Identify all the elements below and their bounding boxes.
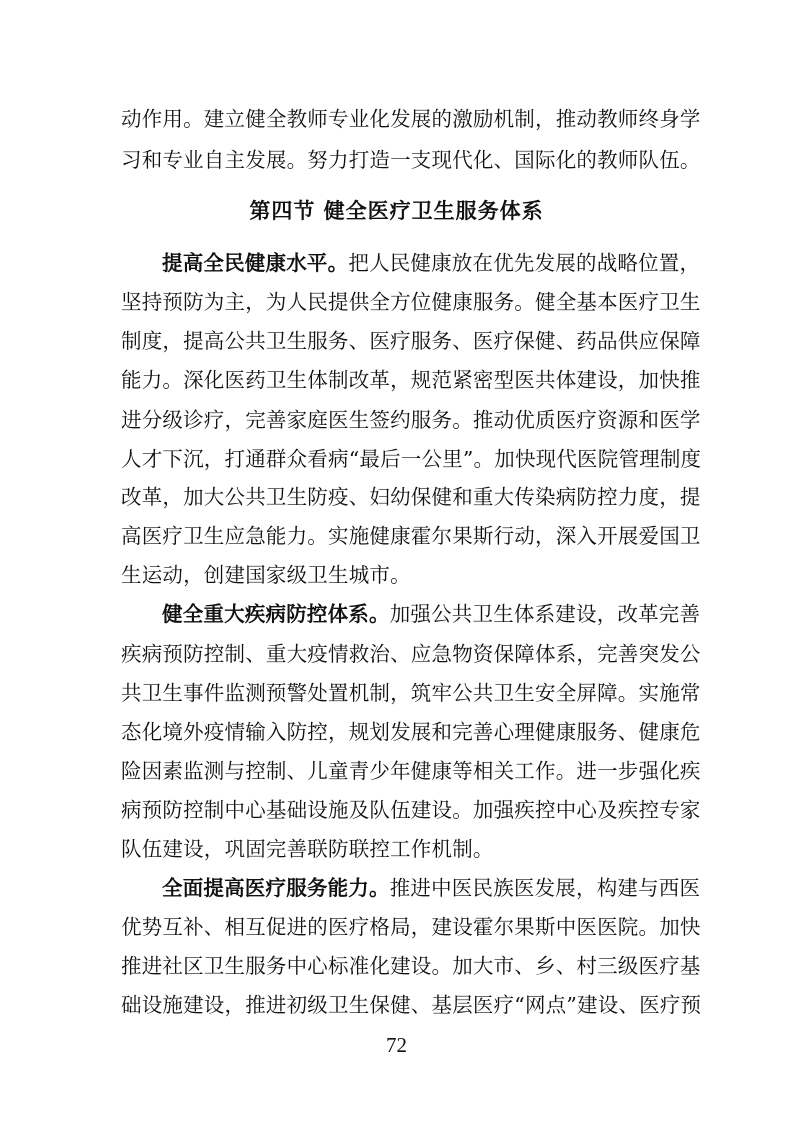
body-text-line: 坚持预防为主，为人民提供全方位健康服务。健全基本医疗卫生 bbox=[121, 290, 701, 314]
body-text-line: 能力。深化医药卫生体制改革，规范紧密型医共体建设，加快推 bbox=[121, 368, 701, 392]
paragraph-text: 加强公共卫生体系建设，改革完善 bbox=[389, 602, 701, 626]
body-text-line: 态化境外疫情输入防控，规划发展和完善心理健康服务、健康危 bbox=[121, 720, 701, 744]
paragraph-lead: 全面提高医疗服务能力。 bbox=[162, 876, 390, 900]
paragraph-text: 推进中医民族医发展，构建与西医 bbox=[389, 876, 701, 900]
section-heading: 第四节 健全医疗卫生服务体系 bbox=[249, 199, 544, 223]
body-text-line: 制度，提高公共卫生服务、医疗服务、医疗保健、药品供应保障 bbox=[121, 329, 701, 353]
page-number: 72 bbox=[386, 1033, 407, 1057]
body-text-line: 进分级诊疗，完善家庭医生签约服务。推动优质医疗资源和医学 bbox=[121, 408, 701, 432]
body-text-line: 优势互补、相互促进的医疗格局，建设霍尔果斯中医医院。加快 bbox=[121, 915, 701, 939]
body-text-line: 推进社区卫生服务中心标准化建设。加大市、乡、村三级医疗基 bbox=[121, 954, 701, 978]
paragraph-lead: 提高全民健康水平。 bbox=[162, 251, 349, 275]
body-text-line: 动作用。建立健全教师专业化发展的激励机制，推动教师终身学 bbox=[121, 107, 701, 131]
paragraph-lead: 健全重大疾病防控体系。 bbox=[162, 602, 390, 626]
body-text-line: 础设施建设，推进初级卫生保健、基层医疗“网点”建设、医疗预 bbox=[121, 993, 702, 1017]
paragraph-first-line bbox=[162, 246, 701, 280]
body-text-line: 习和专业自主发展。努力打造一支现代化、国际化的教师队伍。 bbox=[121, 148, 701, 172]
paragraph-first-line bbox=[162, 597, 701, 631]
body-text-line: 高医疗卫生应急能力。实施健康霍尔果斯行动，深入开展爱国卫 bbox=[121, 524, 701, 548]
body-text-line: 生运动，创建国家级卫生城市。 bbox=[121, 563, 411, 587]
body-text-line: 疾病预防控制、重大疫情救治、应急物资保障体系，完善突发公 bbox=[121, 642, 701, 666]
body-text-line: 病预防控制中心基础设施及队伍建设。加强疾控中心及疾控专家 bbox=[121, 798, 701, 822]
paragraph-first-line bbox=[162, 871, 701, 905]
body-text-line: 人才下沉，打通群众看病“最后一公里”。加快现代医院管理制度 bbox=[121, 447, 702, 471]
body-text-line: 共卫生事件监测预警处置机制，筑牢公共卫生安全屏障。实施常 bbox=[121, 681, 701, 705]
body-text-line: 队伍建设，巩固完善联防联控工作机制。 bbox=[121, 837, 494, 861]
body-text-line: 险因素监测与控制、儿童青少年健康等相关工作。进一步强化疾 bbox=[121, 759, 701, 783]
body-text-line: 改革，加大公共卫生防疫、妇幼保健和重大传染病防控力度，提 bbox=[121, 485, 701, 509]
paragraph-text: 把人民健康放在优先发展的战略位置， bbox=[348, 251, 701, 275]
